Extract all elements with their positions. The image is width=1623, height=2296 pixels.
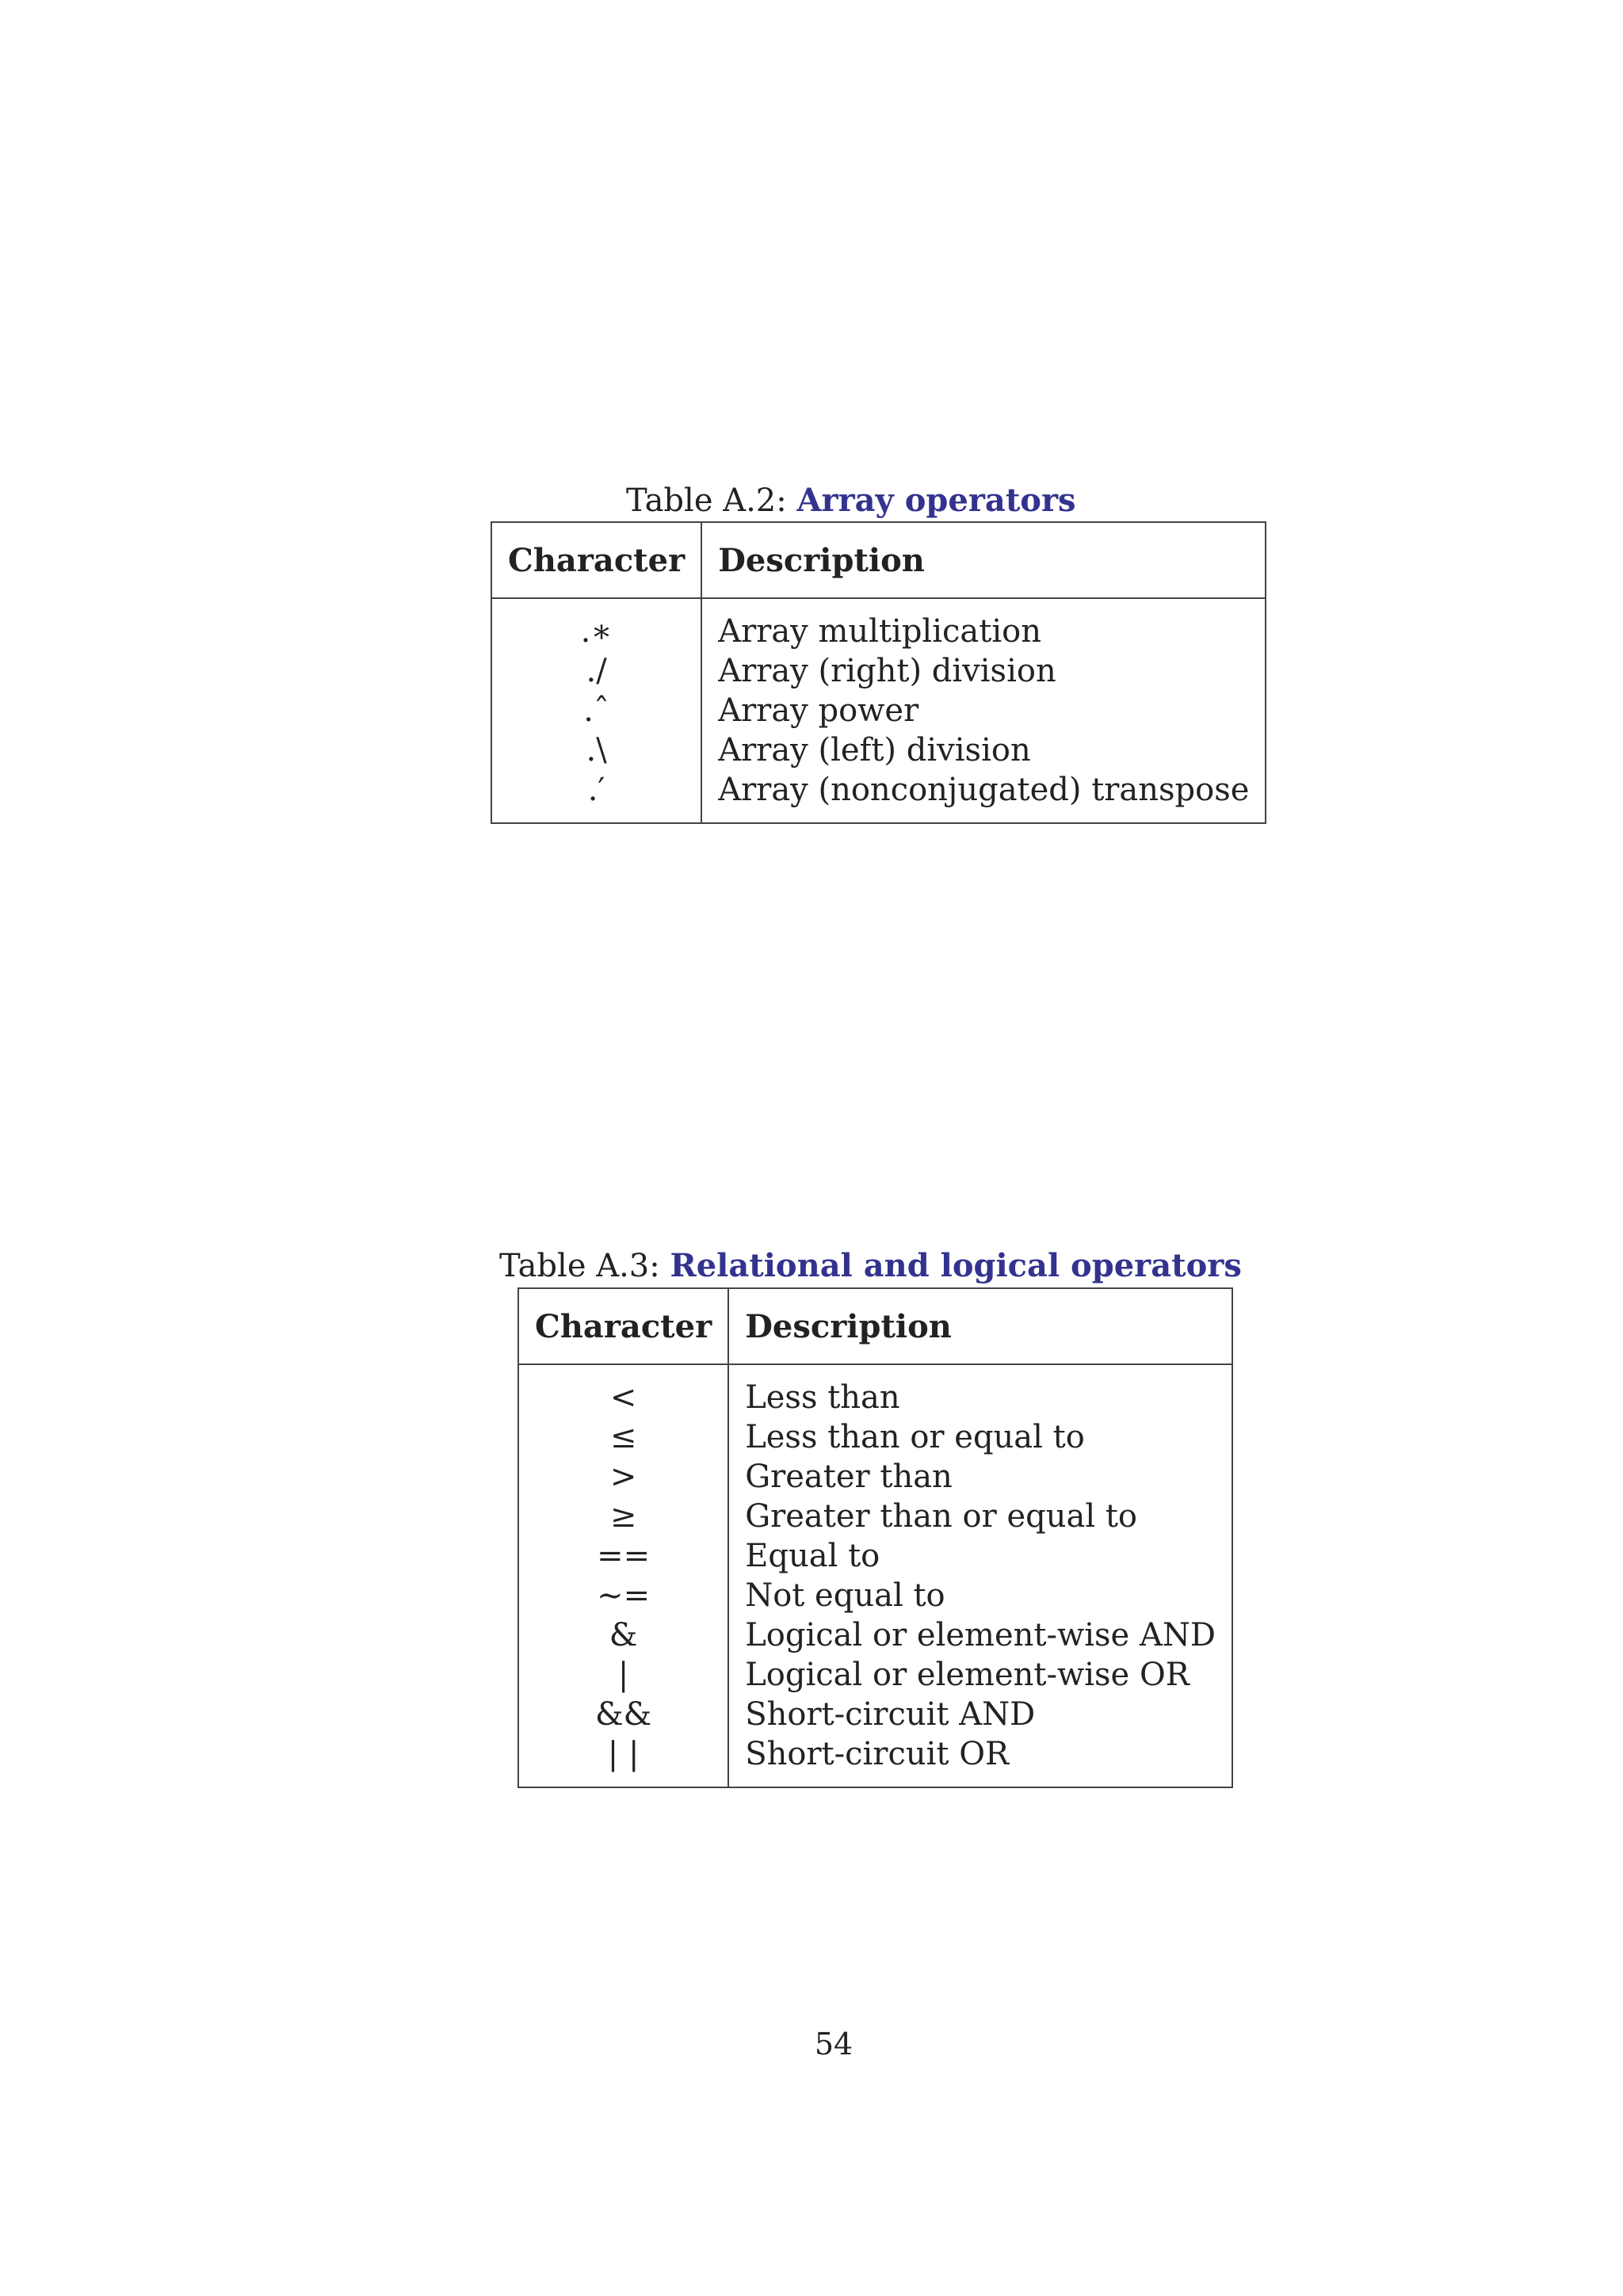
operator-description: Array multiplication xyxy=(718,613,1041,650)
column-header-description: Description xyxy=(728,1288,1232,1364)
operator-description: Equal to xyxy=(745,1538,880,1574)
table-row xyxy=(491,770,1266,810)
operator-description: Array (right) division xyxy=(718,653,1056,689)
column-header-character: Character xyxy=(518,1288,728,1364)
operator-description: Less than or equal to xyxy=(745,1419,1085,1455)
operator-character: .∗ xyxy=(491,612,701,651)
table-row xyxy=(518,1457,1232,1497)
operator-description: Logical or element-wise AND xyxy=(745,1617,1216,1653)
table-row xyxy=(491,730,1266,770)
page-number: 54 xyxy=(814,2027,854,2061)
table-row xyxy=(518,1497,1232,1536)
relational-logical-operators-table xyxy=(517,1287,1233,1788)
operator-description: Array (left) division xyxy=(718,732,1031,769)
operator-character: .\ xyxy=(491,730,701,770)
operator-character: ∼= xyxy=(518,1576,728,1615)
table-row xyxy=(518,1734,1232,1774)
operator-character: ≥ xyxy=(518,1497,728,1536)
table-row xyxy=(491,612,1266,651)
spacer-row xyxy=(518,1774,1232,1787)
array-operators-table xyxy=(491,521,1266,824)
table-a2-caption xyxy=(626,482,1076,520)
operator-character: ./ xyxy=(491,651,701,691)
table-row xyxy=(518,1417,1232,1457)
table-row xyxy=(518,1695,1232,1734)
operator-character: & xyxy=(518,1615,728,1655)
table-row xyxy=(518,1655,1232,1695)
table-header-row xyxy=(518,1288,1232,1364)
operator-description: Array power xyxy=(718,692,919,729)
operator-character: | | xyxy=(518,1734,728,1774)
operator-character: < xyxy=(518,1378,728,1417)
operator-description: Array (nonconjugated) transpose xyxy=(718,772,1250,808)
operator-character: .ˆ xyxy=(491,691,701,730)
caption-prefix: Table A.3: xyxy=(499,1248,660,1284)
table-row xyxy=(491,651,1266,691)
operator-description: Not equal to xyxy=(745,1577,945,1614)
operator-description: Less than xyxy=(745,1379,900,1416)
table-row xyxy=(518,1536,1232,1576)
operator-character: && xyxy=(518,1695,728,1734)
column-header-description: Description xyxy=(701,522,1266,598)
table-row xyxy=(518,1615,1232,1655)
table-row xyxy=(491,691,1266,730)
operator-character: .′ xyxy=(491,770,701,810)
table-a3-caption xyxy=(499,1247,1242,1285)
table-row xyxy=(518,1576,1232,1615)
operator-description: Logical or element-wise OR xyxy=(745,1657,1190,1693)
operator-character: ≤ xyxy=(518,1417,728,1457)
operator-character: | xyxy=(518,1655,728,1695)
caption-title-link[interactable]: Array operators xyxy=(796,482,1076,519)
operator-description: Short-circuit AND xyxy=(745,1696,1036,1733)
spacer-row xyxy=(518,1364,1232,1378)
operator-description: Short-circuit OR xyxy=(745,1736,1010,1772)
table-header-row xyxy=(491,522,1266,598)
operator-character: == xyxy=(518,1536,728,1576)
table-row xyxy=(518,1378,1232,1417)
operator-character: > xyxy=(518,1457,728,1497)
column-header-character: Character xyxy=(491,522,701,598)
spacer-row xyxy=(491,810,1266,823)
operator-description: Greater than xyxy=(745,1459,953,1495)
operator-description: Greater than or equal to xyxy=(745,1498,1137,1535)
spacer-row xyxy=(491,598,1266,612)
caption-title-link[interactable]: Relational and logical operators xyxy=(670,1247,1242,1284)
caption-prefix: Table A.2: xyxy=(626,482,787,519)
